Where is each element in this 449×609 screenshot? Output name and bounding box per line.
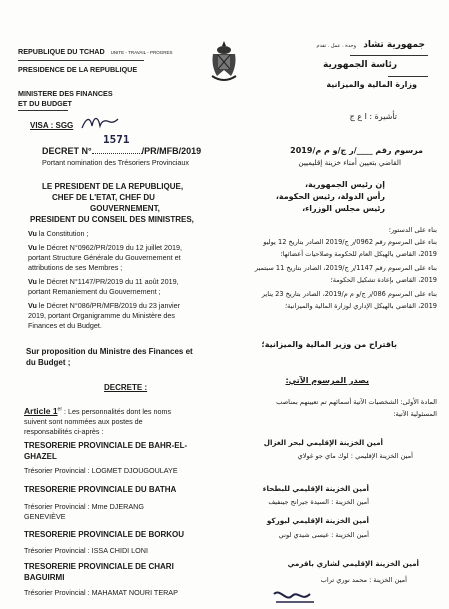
ministry-line2-fr: ET DU BUDGET [18,99,72,108]
vu-line-ar: 2019، القاضي بالهيكل العام للحكومة وصلاحيات أعضائها؛ [280,250,437,258]
vu-line-ar: بناء على المرسوم رقم 1147/ر ج/2019، الصادر بتاريخ 11 سبتمبر [254,264,437,272]
decree-number-blank [92,153,142,154]
treasury-title: TRESORERIE PROVINCIALE DE CHARI [24,562,174,571]
treasury-title-ar: أمين الخزينة الإقليمي لشاري باقرمي [287,559,419,568]
divider-line [350,55,428,56]
ministry-line1-fr: MINISTERE DES FINANCES [18,89,113,98]
decrete-heading-ar: يصدر المرسوم الآتي: [285,376,369,385]
decree-subtitle-fr: Portant nomination des Trésoriers Provinciaux [42,158,190,167]
vu-line-ar: بناء على الدستور؛ [388,226,437,234]
treasury-person: GENEVIÈVE [24,512,66,521]
vu-line: Vu la Constitution ; [28,229,89,238]
article-line: responsabilités ci-après : [24,427,104,436]
motto-ar: وحدة . عمل . تقدم [316,43,357,49]
treasury-title: GHAZEL [24,452,57,461]
treasury-title: TRESORERIE PROVINCIALE DE BORKOU [24,530,185,539]
chad-coat-of-arms-icon [209,40,239,86]
treasury-title: TRESORERIE PROVINCIALE DE BAHR-EL- [24,441,188,450]
treasury-person: Trésorier Provincial : LOGMET DJOUGOULAYE [24,466,178,475]
decree-title-ar: مرسوم رقم ____/ر ج/و م م/2019 [290,146,423,155]
treasury-title-ar: أمين الخزينة الإقليمي لبوركو [266,516,369,525]
article-line: Article 1er : Les personnalités dont les noms [24,406,172,416]
treasury-person: Trésorier Provincial : Mme DJERANG [24,502,144,511]
republic-label-fr: REPUBLIQUE DU TCHAD UNITE - TRAVAIL - PROGRES [18,47,173,56]
vu-line-ar: بناء على المرسوم 086/ر ج/و م م/2019، الصادر بتاريخ 23 يناير [261,290,437,298]
proposal-line: Sur proposition du Ministre des Finances et [26,347,193,356]
divider-line [18,60,144,61]
treasury-person-ar: أمين الخزينة : السيدة جيرانج جينفيف [268,498,369,506]
motto-fr: UNITE - TRAVAIL - PROGRES [110,50,173,55]
vu-line-ar: 2019، القاضي بالهيكل الإداري لوزارة المالية والميزانية؛ [284,302,437,310]
decree-number-handwritten: 1571 [103,133,130,146]
decree-title-fr: DECRET N° /PR/MFB/2019 [42,146,202,156]
vu-line: Vu le Décret N°1147/PR/2019 du 11 août 2019, [28,277,179,286]
article-line: suivent sont nommées aux postes de [24,417,143,426]
treasury-person-ar: أمين الخزينة : محمد نوري تراب [320,576,407,584]
vu-line: portant Remaniement du Gouvernement ; [28,287,161,296]
president-line-ar: رأس الدولة، رئيس الحكومة، [275,192,385,201]
treasury-person-ar: أمين الخزينة : عيسى شيدي لوني [278,531,369,539]
president-line: GOUVERNEMENT, [90,204,160,213]
president-line-ar: إن رئيس الجمهورية، [305,180,385,189]
treasury-person: Trésorier Provincial : MAHAMAT NOURI TERAP [24,588,178,597]
treasury-title-ar: أمين الخزينة الإقليمي لبحر الغزال [263,438,383,447]
treasury-title: BAGUIRMI [24,573,65,582]
decrete-heading: DECRETE : [104,383,148,392]
vu-line: attributions de ses Membres ; [28,263,123,272]
proposal-line: du Budget ; [26,358,71,367]
presidency-label-fr: PRESIDENCE DE LA REPUBLIQUE [18,65,138,74]
proposal-line-ar: باقتراح من وزير المالية والميزانية؛ [261,340,397,349]
visa-label: VISA : SGG [30,121,74,130]
treasury-title-ar: أمين الخزينة الإقليمي للبطحاء [262,484,369,493]
treasury-title: TRESORERIE PROVINCIALE DU BATHA [24,485,177,494]
vu-line: Vu le Décret N°0962/PR/2019 du 12 juillet 2019, [28,243,183,252]
presidency-label-ar: رئاسة الجمهورية [323,60,397,70]
president-line: PRESIDENT DU CONSEIL DES MINISTRES, [30,215,194,224]
treasury-person: Trésorier Provincial : ISSA CHIDI LONI [24,546,148,555]
vu-line: Finances et du Budget. [28,321,102,330]
vu-line: portant Structure Générale du Gouvernement et [28,253,181,262]
divider-line [388,76,428,77]
vu-line-ar: 2019، القاضي بإعادة تشكيل الحكومة؛ [330,276,437,284]
article-line-ar: المادة الأولى: الشخصيات الآتية أسمائهم تم تعيينهم بمناصب [276,398,437,406]
treasury-person-ar: أمين الخزينة الإقليمي : لوك ماي جو غولاي [297,452,413,460]
vu-line: 2019, portant Organigramme du Ministère des [28,311,176,320]
vu-line-ar: بناء على المرسوم رقم 0962/ر ج/2019 الصادر بتاريخ 12 يوليو [263,238,437,246]
article-line-ar: المسئولية الآتية: [393,410,437,418]
divider-line [18,110,68,111]
vu-line: Vu le Décret N°086/PR/MFB/2019 du 23 janvier [28,301,181,310]
ministry-label-ar: وزارة المالية والميزانية [326,80,417,89]
decree-subtitle-ar: القاضي بتعيين أمناء خزينة إقليميين [298,158,401,167]
visa-label-ar: تأشيرة : ا ع ج [349,112,397,121]
handwritten-mark [270,584,320,606]
president-line: LE PRESIDENT DE LA REPUBLIQUE, [42,182,184,191]
president-line: CHEF DE L'ETAT, CHEF DU [52,193,155,202]
visa-signature [80,112,120,134]
president-line-ar: رئيس مجلس الوزراء، [302,204,385,213]
republic-label-ar: جمهورية تشاد وحدة . عمل . تقدم [316,40,425,50]
